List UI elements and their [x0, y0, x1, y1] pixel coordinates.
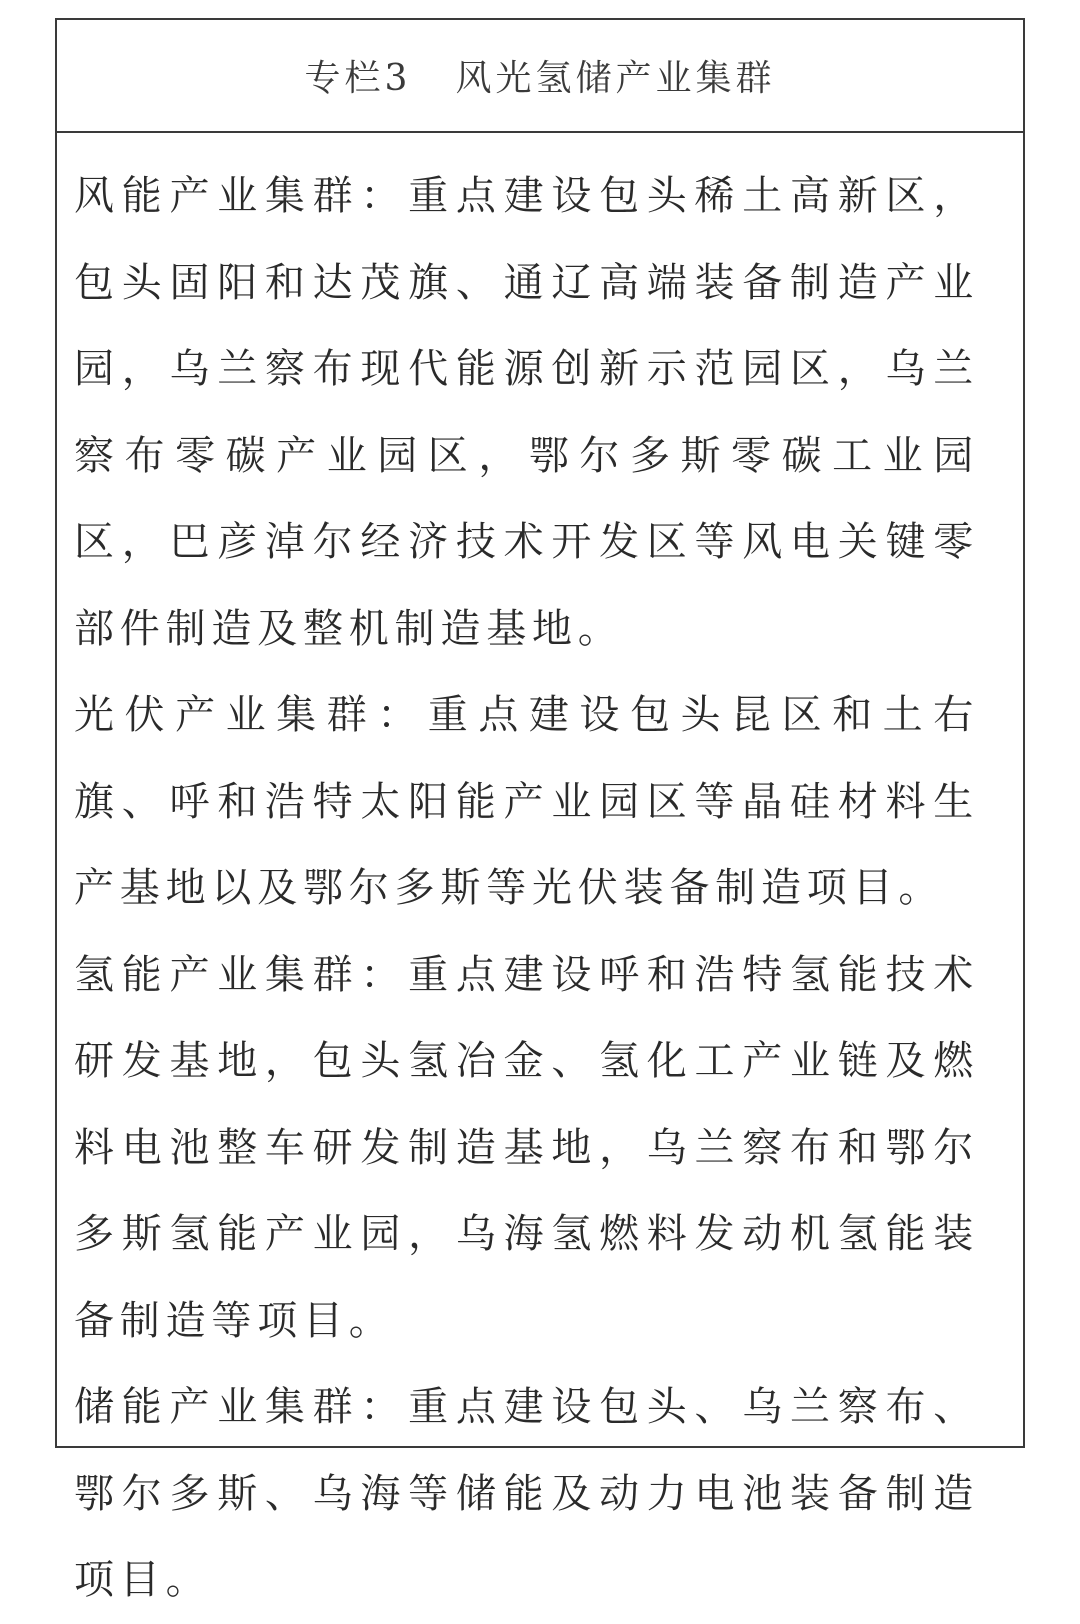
- box-title-text: 风光氢储产业集群: [455, 58, 776, 99]
- paragraph-solar: 光伏产业集群：重点建设包头昆区和土右旗、呼和浩特太阳能产业园区等晶硅材料生产基地以及鄂尔多斯等光伏装备制造项目。: [74, 692, 979, 911]
- paragraph-storage: 储能产业集群：重点建设包头、乌兰察布、鄂尔多斯、乌海等储能及动力电池装备制造项目。: [74, 1384, 979, 1603]
- box-title-number: 专栏3: [304, 58, 412, 99]
- paragraph-hydrogen: 氢能产业集群：重点建设呼和浩特氢能技术研发基地，包头氢冶金、氢化工产业链及燃料电池整车研发制造基地，乌兰察布和鄂尔多斯氢能产业园，乌海氢燃料发动机氢能装备制造等项目。: [74, 951, 979, 1344]
- paragraph-wind: 风能产业集群：重点建设包头稀土高新区，包头固阳和达茂旗、通辽高端装备制造产业园，乌兰察布现代能源创新示范园区，乌兰察布零碳产业园区，鄂尔多斯零碳工业园区，巴彦淖尔经济技术开发区等风电关键零部件制造及整机制造基地。: [74, 173, 979, 652]
- box-body: [57, 133, 1023, 1624]
- box-title: [57, 20, 1023, 133]
- feature-box: [55, 18, 1025, 1603]
